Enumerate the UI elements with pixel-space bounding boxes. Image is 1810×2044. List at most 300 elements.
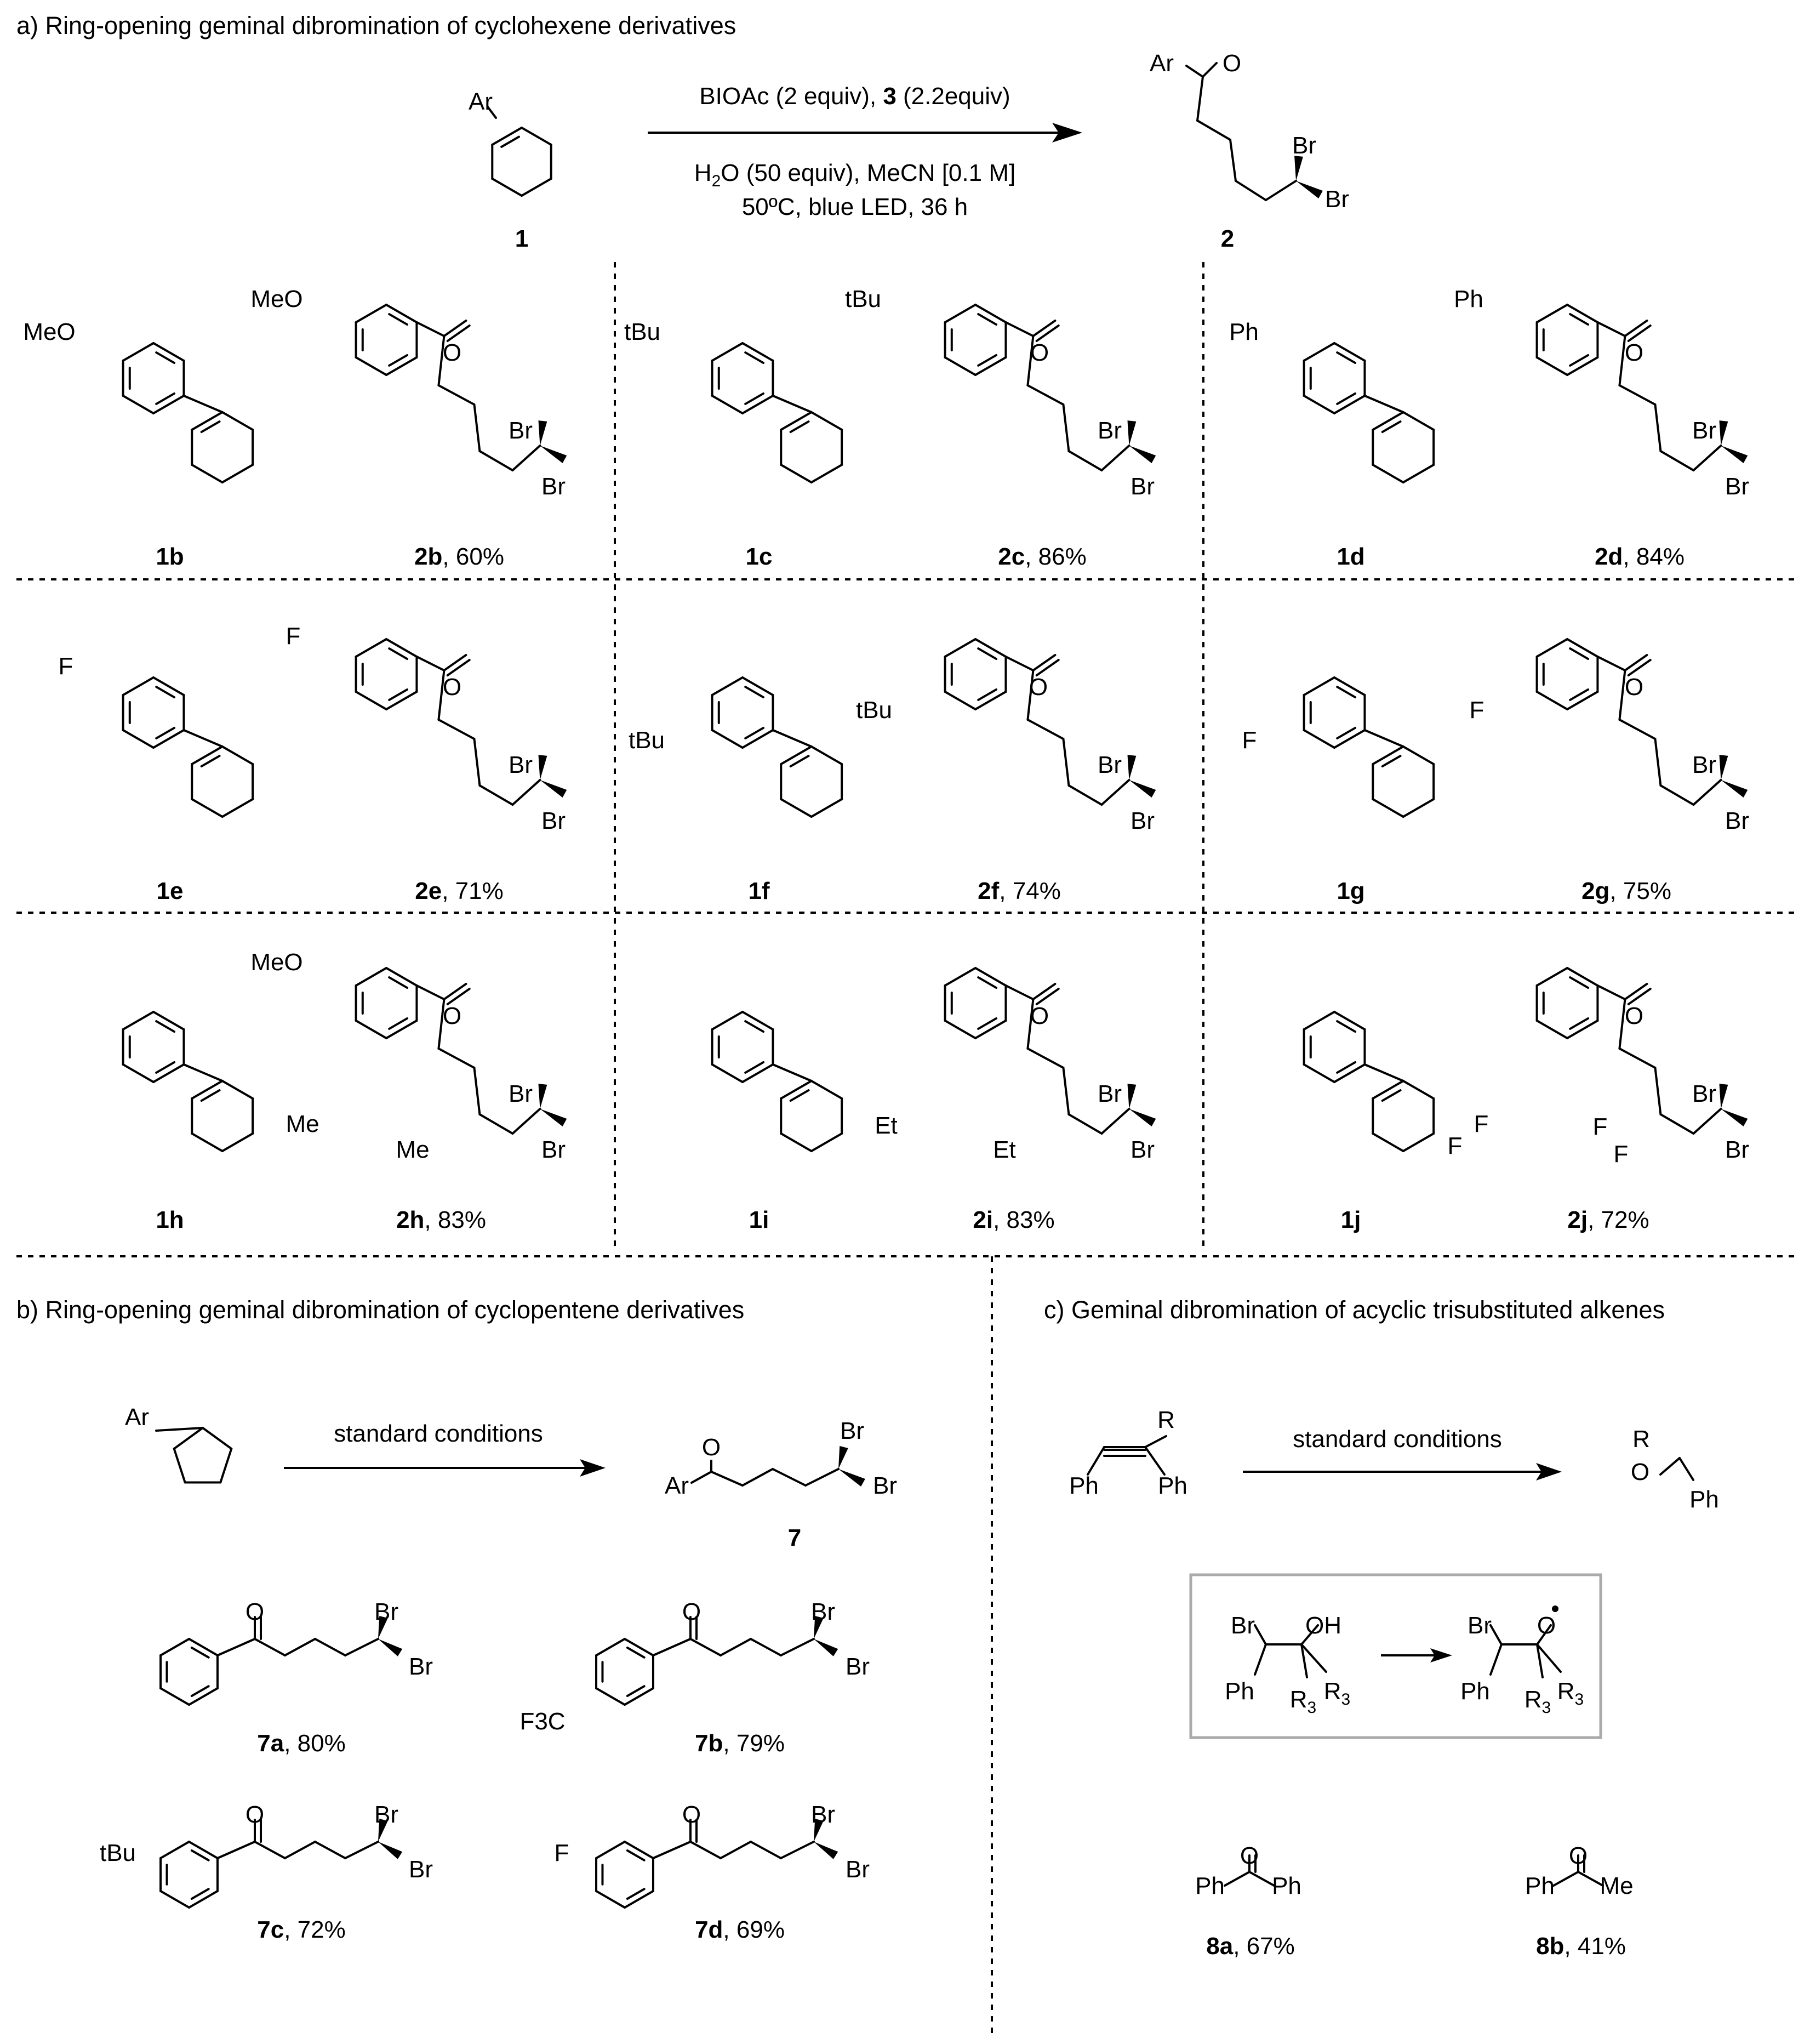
cyclohexene-ring bbox=[222, 799, 253, 817]
alkyl-chain bbox=[1027, 720, 1063, 739]
label-2f: 2f, 74% bbox=[978, 878, 1061, 904]
label-2e: 2e, 71% bbox=[415, 878, 504, 904]
atom-me: Me bbox=[286, 1111, 319, 1137]
alkyl-chain bbox=[1660, 1114, 1693, 1134]
wedge-bond bbox=[1127, 420, 1136, 446]
benzene-ring bbox=[1537, 968, 1567, 986]
atom-tbu: tBu bbox=[624, 318, 661, 345]
benzene-ring bbox=[975, 357, 1006, 375]
alkyl-chain bbox=[721, 1842, 751, 1858]
cyclopentene-ring bbox=[203, 1428, 231, 1449]
benzene-ring bbox=[356, 639, 386, 657]
atom-br: Br bbox=[1098, 1080, 1122, 1107]
alkene bbox=[1145, 1436, 1166, 1447]
ketone-bond bbox=[1680, 1458, 1693, 1480]
benzene-ring bbox=[1537, 1021, 1567, 1038]
benzene-ring bbox=[743, 730, 773, 748]
cyclohexene-ring bbox=[781, 747, 811, 764]
wedge-bond bbox=[1719, 420, 1728, 446]
cyclohexene-ring bbox=[492, 128, 522, 145]
atom-br: Br bbox=[1692, 1080, 1716, 1107]
alkyl-chain bbox=[512, 446, 540, 470]
cyclohexene-ring bbox=[1403, 465, 1434, 482]
alkyl-chain bbox=[751, 1842, 781, 1858]
benzene-ring bbox=[975, 1021, 1006, 1038]
wedge-bond bbox=[538, 755, 547, 780]
atom-o: O bbox=[442, 1003, 462, 1029]
alkyl-chain bbox=[1101, 1109, 1129, 1134]
carbonyl-bond bbox=[1625, 321, 1647, 336]
benzene-ring bbox=[945, 639, 975, 657]
alkyl-chain bbox=[474, 405, 479, 451]
aryl-bond bbox=[1597, 322, 1625, 336]
benzene-ring bbox=[356, 692, 386, 709]
atom-br: Br bbox=[1130, 473, 1155, 500]
label-1b: 1b bbox=[156, 543, 184, 570]
atom-f: F bbox=[1469, 697, 1484, 724]
atom-r3: $R_3$ bbox=[1524, 1686, 1551, 1717]
atom-br: Br bbox=[1130, 1136, 1155, 1163]
benzene-ring bbox=[153, 396, 184, 413]
cyclohexene-ring bbox=[222, 1134, 253, 1151]
section-c-title: c) Geminal dibromination of acyclic trisubstituted alkenes bbox=[1044, 1296, 1665, 1324]
atom-o: O bbox=[245, 1598, 265, 1625]
benzene-ring bbox=[1567, 639, 1597, 657]
atom-ar: Ar bbox=[665, 1472, 689, 1499]
benzene-ring bbox=[153, 677, 184, 695]
alkyl-chain bbox=[1069, 1114, 1101, 1134]
atom-ar: Ar bbox=[125, 1404, 149, 1431]
aryl-bond bbox=[1597, 986, 1625, 999]
benzene-ring bbox=[743, 1012, 773, 1029]
wedge-bond bbox=[540, 446, 567, 463]
atom-f3c: F3C bbox=[519, 1708, 566, 1735]
cyclohexene-ring bbox=[1403, 412, 1434, 430]
alkyl-chain bbox=[1693, 780, 1721, 805]
wedge-bond bbox=[1127, 1084, 1136, 1109]
alkyl-chain bbox=[1660, 451, 1693, 470]
wedge-bond bbox=[1129, 1109, 1156, 1126]
benzene-ring bbox=[1334, 1064, 1364, 1082]
wedge-bond bbox=[378, 1639, 402, 1656]
benzene-ring bbox=[1537, 639, 1567, 657]
atom-f: F bbox=[1447, 1132, 1463, 1159]
carbonyl-bond bbox=[448, 989, 470, 1004]
ketone-bond bbox=[1203, 63, 1217, 77]
benzene-ring bbox=[161, 1639, 189, 1655]
atom-o: O bbox=[682, 1801, 701, 1828]
alkyl-chain bbox=[1655, 1068, 1660, 1114]
benzene-ring bbox=[596, 1842, 625, 1858]
atom-oh: OH bbox=[1305, 1612, 1341, 1639]
radical-dot bbox=[1552, 1605, 1558, 1612]
benzene-ring bbox=[975, 639, 1006, 657]
benzene-ring bbox=[1567, 968, 1597, 986]
atom-ph: Ph bbox=[1229, 318, 1259, 345]
alkyl-chain bbox=[1619, 720, 1655, 739]
aryl-bond bbox=[156, 1428, 203, 1431]
benzene-ring bbox=[123, 396, 153, 413]
cyclohexene-ring bbox=[812, 412, 842, 430]
alkyl-chain bbox=[690, 1842, 721, 1858]
cyclohexene-ring bbox=[522, 179, 551, 196]
label-1c: 1c bbox=[745, 543, 773, 570]
alkyl-chain bbox=[479, 451, 512, 470]
benzene-ring bbox=[945, 305, 975, 322]
cyclohexene-ring bbox=[192, 465, 222, 482]
compound-labels-a bbox=[156, 543, 1685, 1233]
alkyl-chain bbox=[479, 1114, 512, 1134]
alkyl-chain bbox=[512, 780, 540, 805]
benzene-ring bbox=[1537, 692, 1567, 709]
ketone-bond bbox=[1186, 66, 1203, 77]
alkyl-chain bbox=[781, 1639, 814, 1655]
benzene-ring bbox=[625, 1639, 653, 1655]
aryl-bond bbox=[184, 730, 222, 747]
alkyl-chain bbox=[474, 1068, 479, 1114]
cyclohexene-ring bbox=[781, 465, 811, 482]
atom-tbu: tBu bbox=[628, 727, 665, 754]
start-material-label: 1 bbox=[515, 225, 529, 252]
alkene bbox=[1088, 1447, 1104, 1474]
benzene-ring bbox=[1334, 1012, 1364, 1029]
alkyl-chain bbox=[438, 1049, 474, 1068]
benzene-ring bbox=[1567, 357, 1597, 375]
benzene-ring bbox=[153, 343, 184, 361]
atom-br: Br bbox=[840, 1417, 864, 1444]
benzene-ring bbox=[356, 305, 386, 322]
alkyl-chain bbox=[1266, 181, 1296, 200]
label-1d: 1d bbox=[1337, 543, 1365, 570]
benzene-ring bbox=[743, 1064, 773, 1082]
cyclohexene-ring bbox=[222, 412, 253, 430]
atom-br: Br bbox=[1231, 1612, 1255, 1639]
atom-o: O bbox=[1568, 1842, 1588, 1869]
alkyl-chain bbox=[773, 1469, 806, 1485]
benzene-ring bbox=[386, 639, 416, 657]
aryl-bond bbox=[1006, 322, 1033, 336]
atom-meo: MeO bbox=[250, 949, 303, 976]
benzene-ring bbox=[625, 1842, 653, 1858]
benzene-ring bbox=[123, 677, 153, 695]
atom-f: F bbox=[1613, 1141, 1629, 1168]
atom-br: Br bbox=[811, 1801, 835, 1828]
atom-ph: Ph bbox=[1460, 1678, 1490, 1705]
benzene-ring bbox=[161, 1891, 189, 1908]
atom-r3: $R_3$ bbox=[1557, 1678, 1584, 1709]
bond bbox=[1225, 1872, 1249, 1886]
carbonyl-bond bbox=[444, 321, 466, 336]
cyclohexene-ring bbox=[222, 747, 253, 764]
cyclohexene-ring bbox=[1373, 412, 1403, 430]
conditions-b: standard conditions bbox=[334, 1420, 543, 1447]
reagents-line-2: $H_2O$ (50 equiv), MeCN [0.1 M] bbox=[694, 160, 1016, 190]
atom-br: Br bbox=[1725, 807, 1749, 834]
atom-r: R bbox=[1632, 1426, 1650, 1453]
aryl-bond bbox=[1597, 657, 1625, 670]
atom-br: Br bbox=[541, 807, 566, 834]
benzene-ring bbox=[975, 692, 1006, 709]
atom-o: O bbox=[701, 1434, 721, 1461]
atom-f: F bbox=[1474, 1111, 1489, 1137]
alkyl-chain bbox=[1101, 446, 1129, 470]
benzene-ring bbox=[189, 1639, 218, 1655]
alkyl-chain bbox=[1619, 385, 1655, 405]
atom-o: O bbox=[245, 1801, 265, 1828]
alkyl-chain bbox=[438, 385, 474, 405]
label-2d: 2d, 84% bbox=[1595, 543, 1685, 570]
benzene-ring bbox=[1537, 305, 1567, 322]
cyclohexene-ring bbox=[812, 1134, 842, 1151]
atom-f: F bbox=[1592, 1113, 1608, 1140]
cyclohexene-ring bbox=[1373, 799, 1403, 817]
ketone-bond bbox=[1660, 1458, 1680, 1474]
aryl-bond bbox=[416, 657, 444, 670]
alkyl-chain bbox=[1197, 121, 1230, 140]
cyclohexene-ring bbox=[192, 799, 222, 817]
label-7d: 7d, 69% bbox=[695, 1916, 785, 1943]
cyclohexene-ring bbox=[192, 1081, 222, 1098]
cyclohexene-ring bbox=[812, 799, 842, 817]
benzene-ring bbox=[356, 357, 386, 375]
wedge-bond bbox=[1294, 156, 1303, 181]
benzene-ring bbox=[625, 1891, 653, 1908]
carbonyl-bond bbox=[1037, 989, 1059, 1004]
label-2h: 2h, 83% bbox=[396, 1206, 486, 1233]
carbonyl-bond bbox=[1033, 321, 1055, 336]
atom-et: Et bbox=[993, 1136, 1016, 1163]
atom-ph: Ph bbox=[1195, 1872, 1225, 1899]
benzene-ring bbox=[1304, 1064, 1334, 1082]
atom-ph: Ph bbox=[1525, 1872, 1555, 1899]
alkyl-chain bbox=[218, 1842, 255, 1858]
atom-br: Br bbox=[846, 1653, 870, 1680]
alkyl-chain bbox=[1069, 451, 1101, 470]
aryl-bond bbox=[1364, 396, 1403, 412]
label-1i: 1i bbox=[749, 1206, 769, 1233]
alkyl-chain bbox=[315, 1639, 345, 1655]
cyclopentene-ring bbox=[220, 1449, 231, 1482]
label-1h: 1h bbox=[156, 1206, 184, 1233]
atom-br: Br bbox=[509, 1080, 533, 1107]
atom-br: Br bbox=[1692, 751, 1716, 778]
benzene-ring bbox=[1304, 1012, 1334, 1029]
benzene-ring bbox=[743, 396, 773, 413]
benzene-ring bbox=[153, 1012, 184, 1029]
wedge-bond bbox=[540, 1109, 567, 1126]
alkyl-chain bbox=[1236, 181, 1266, 200]
alkyl-chain bbox=[512, 1109, 540, 1134]
aryl-bond bbox=[773, 730, 811, 747]
alkyl-chain bbox=[1069, 785, 1101, 805]
benzene-ring bbox=[712, 396, 743, 413]
atom-br: Br bbox=[374, 1801, 398, 1828]
benzene-ring bbox=[1304, 396, 1334, 413]
alkyl-chain bbox=[285, 1639, 315, 1655]
benzene-ring bbox=[712, 1012, 743, 1029]
conditions-c: standard conditions bbox=[1293, 1426, 1502, 1453]
alkyl-chain bbox=[692, 1472, 711, 1483]
aryl-bond bbox=[1006, 986, 1033, 999]
alkyl-chain bbox=[1619, 1049, 1655, 1068]
carbonyl-bond bbox=[444, 655, 466, 670]
wedge-bond bbox=[1721, 446, 1748, 463]
alkyl-chain bbox=[218, 1639, 255, 1655]
atom-r3: $R_3$ bbox=[1289, 1686, 1317, 1717]
carbonyl-bond bbox=[1037, 660, 1059, 675]
alkyl-chain bbox=[1693, 1109, 1721, 1134]
carbonyl-bond bbox=[448, 326, 470, 341]
benzene-ring bbox=[1304, 730, 1334, 748]
wedge-bond bbox=[1719, 755, 1728, 780]
atom-br: Br bbox=[1130, 807, 1155, 834]
atom-r3: $R_3$ bbox=[1323, 1678, 1351, 1709]
benzene-ring bbox=[712, 1064, 743, 1082]
atom-br: Br bbox=[811, 1598, 835, 1625]
atom-f: F bbox=[286, 623, 301, 650]
atom-br: Br bbox=[1325, 186, 1349, 213]
cyclohexene-ring bbox=[1373, 747, 1403, 764]
benzene-ring bbox=[189, 1891, 218, 1908]
benzene-ring bbox=[189, 1842, 218, 1858]
wedge-bond bbox=[1129, 780, 1156, 798]
atom-ar: Ar bbox=[1150, 50, 1174, 77]
carbonyl-bond bbox=[1625, 984, 1647, 999]
atom-tbu: tBu bbox=[99, 1840, 136, 1866]
bond bbox=[1255, 1644, 1266, 1675]
alkyl-chain bbox=[479, 785, 512, 805]
cyclohexene-ring bbox=[1403, 747, 1434, 764]
atom-ph: Ph bbox=[1272, 1872, 1301, 1899]
cyclohexene-ring bbox=[192, 1134, 222, 1151]
atom-ph: Ph bbox=[1069, 1472, 1099, 1499]
cyclohexene-ring bbox=[812, 465, 842, 482]
wedge-bond bbox=[838, 1469, 865, 1487]
benzene-ring bbox=[1334, 730, 1364, 748]
alkyl-chain bbox=[255, 1639, 285, 1655]
alkyl-chain bbox=[1027, 1049, 1063, 1068]
atom-o: O bbox=[1029, 674, 1048, 701]
benzene-ring bbox=[153, 1064, 184, 1082]
label-2g: 2g, 75% bbox=[1581, 878, 1671, 904]
benzene-ring bbox=[1567, 692, 1597, 709]
wedge-bond bbox=[1721, 1109, 1748, 1126]
alkyl-chain bbox=[1027, 385, 1063, 405]
benzene-ring bbox=[975, 305, 1006, 322]
label-8b: 8b, 41% bbox=[1536, 1933, 1626, 1960]
atom-o: O bbox=[1624, 339, 1644, 366]
alkyl-chain bbox=[690, 1639, 721, 1655]
atom-br: Br bbox=[374, 1598, 398, 1625]
carbonyl-bond bbox=[1033, 984, 1055, 999]
alkyl-chain bbox=[345, 1639, 378, 1655]
bond bbox=[1249, 1872, 1274, 1886]
benzene-ring bbox=[1334, 343, 1364, 361]
bond bbox=[1578, 1872, 1603, 1886]
carbonyl-bond bbox=[1037, 326, 1059, 341]
benzene-ring bbox=[356, 968, 386, 986]
alkyl-chain bbox=[474, 739, 479, 785]
alkyl-chain bbox=[721, 1639, 751, 1655]
atom-ph: Ph bbox=[1454, 286, 1483, 312]
atom-o: O bbox=[1030, 339, 1049, 366]
atom-labels bbox=[23, 50, 1749, 1899]
cyclohexene-ring bbox=[492, 179, 522, 196]
cyclohexene-ring bbox=[1373, 1134, 1403, 1151]
benzene-ring bbox=[945, 692, 975, 709]
atom-o: O bbox=[442, 339, 462, 366]
alkyl-chain bbox=[1101, 780, 1129, 805]
benzene-ring bbox=[356, 1021, 386, 1038]
alkyl-chain bbox=[255, 1842, 285, 1858]
label-1j: 1j bbox=[1340, 1206, 1361, 1233]
label-8a: 8a, 67% bbox=[1206, 1933, 1295, 1960]
atom-ph: Ph bbox=[1689, 1486, 1719, 1513]
carbonyl-bond bbox=[448, 660, 470, 675]
benzene-ring bbox=[1304, 677, 1334, 695]
cyclopentene-ring bbox=[174, 1449, 185, 1482]
benzene-ring bbox=[743, 677, 773, 695]
benzene-ring bbox=[1567, 1021, 1597, 1038]
carbonyl-bond bbox=[1629, 326, 1651, 341]
atom-br: Br bbox=[509, 417, 533, 444]
benzene-ring bbox=[386, 968, 416, 986]
benzene-ring bbox=[1334, 396, 1364, 413]
alkyl-chain bbox=[751, 1639, 781, 1655]
alkyl-chain bbox=[653, 1842, 690, 1858]
wedge-bond bbox=[1719, 1084, 1728, 1109]
benzene-ring bbox=[386, 1021, 416, 1038]
product-7-label: 7 bbox=[787, 1524, 802, 1551]
alkyl-chain bbox=[1063, 405, 1069, 451]
benzene-ring bbox=[1304, 343, 1334, 361]
alkyl-chain bbox=[653, 1639, 690, 1655]
cyclohexene-ring bbox=[522, 128, 551, 145]
benzene-ring bbox=[189, 1688, 218, 1705]
label-2b: 2b, 60% bbox=[414, 543, 504, 570]
cyclohexene-ring bbox=[812, 1081, 842, 1098]
bond bbox=[1491, 1625, 1501, 1644]
atom-meo: MeO bbox=[250, 286, 303, 312]
benzene-ring bbox=[945, 968, 975, 986]
reagents-line-1: BIOAc (2 equiv), 3 (2.2equiv) bbox=[699, 83, 1010, 110]
section-b-title: b) Ring-opening geminal dibromination of cyclopentene derivatives bbox=[16, 1296, 745, 1324]
atom-o: O bbox=[1222, 50, 1242, 77]
atom-br: Br bbox=[1098, 751, 1122, 778]
cyclohexene-ring bbox=[1373, 465, 1403, 482]
atom-o: O bbox=[1630, 1459, 1650, 1485]
bond bbox=[1145, 1447, 1164, 1474]
atom-br: Br bbox=[1098, 417, 1122, 444]
wedge-layer bbox=[378, 156, 1748, 1859]
atom-et: Et bbox=[875, 1112, 898, 1139]
benzene-ring bbox=[1537, 357, 1567, 375]
alkyl-chain bbox=[1230, 140, 1236, 181]
benzene-ring bbox=[596, 1891, 625, 1908]
wedge-bond bbox=[540, 780, 567, 798]
wedge-bond bbox=[1296, 181, 1323, 198]
cyclohexene-ring bbox=[222, 1081, 253, 1098]
atom-o: O bbox=[682, 1598, 701, 1625]
alkyl-chain bbox=[285, 1842, 315, 1858]
atom-f: F bbox=[554, 1840, 569, 1866]
atom-tbu: tBu bbox=[855, 697, 893, 724]
aryl-bond bbox=[416, 986, 444, 999]
atom-r: R bbox=[1157, 1407, 1175, 1433]
atom-me: Me bbox=[396, 1136, 430, 1163]
cyclohexene-ring bbox=[781, 1081, 811, 1098]
cyclohexene-ring bbox=[781, 799, 811, 817]
